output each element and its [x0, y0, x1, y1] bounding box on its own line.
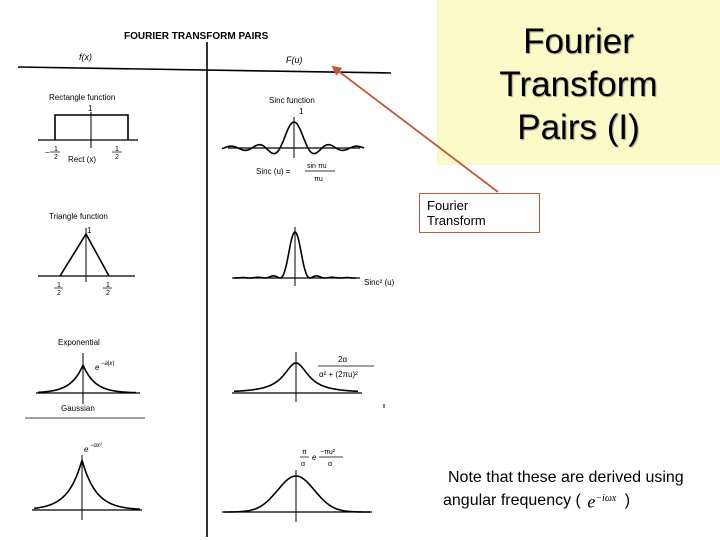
gauss-formula: e [84, 445, 89, 454]
sinc-formula-num: sin πu [307, 163, 327, 170]
tri-right-num: 1 [106, 282, 110, 289]
sinc-formula-den: πu [314, 176, 323, 183]
rect-right-den: 2 [115, 154, 119, 161]
sinc-label: Sinc function [269, 96, 315, 105]
tri-left-den: 2 [57, 290, 61, 297]
exp-ft-den: α² + (2πu)² [319, 370, 358, 379]
rect-left-minus: − [45, 148, 50, 157]
exp-function-curve [38, 365, 136, 393]
header-rule [18, 67, 391, 73]
tri-peak-label: 1 [87, 226, 92, 235]
exp-formula-exp: −a|x| [101, 361, 114, 367]
figure-heading: FOURIER TRANSFORM PAIRS [124, 31, 269, 42]
tri-right-den: 2 [106, 290, 110, 297]
gauss-ft-coef-den: α [301, 461, 306, 468]
exp-ft-num: 2α [338, 355, 348, 364]
gauss-label: Gaussian [61, 404, 95, 413]
rect-left-num: 1 [54, 146, 58, 153]
exp-label: Exponential [58, 338, 100, 347]
rect-right-num: 1 [115, 146, 119, 153]
note-formula [587, 488, 616, 513]
note [443, 467, 720, 513]
gauss-ft-e: e [312, 453, 317, 462]
note-formula-exponent: −iωx [595, 493, 617, 504]
gauss-ft-function-curve [224, 476, 370, 512]
col-left-label: f(x) [79, 52, 92, 62]
rect-peak-label: 1 [88, 104, 93, 113]
exp-formula: e [95, 363, 100, 372]
sinc-peak-label: 1 [299, 107, 304, 116]
sinc-function-curve [222, 122, 364, 154]
note-line-2-prefix: angular frequency ( [443, 492, 581, 510]
col-right-label: F(u) [286, 55, 303, 65]
slide-title: Fourier Transform Pairs (I) [499, 22, 658, 147]
sinc2-label: Sinc² (u) [364, 278, 395, 287]
rect-label: Rectangle function [49, 93, 116, 102]
note-formula-base: e [587, 491, 596, 512]
note-line-2-suffix: ) [624, 492, 631, 510]
rect-formula: Rect (x) [68, 155, 96, 164]
note-line-2 [443, 491, 631, 512]
gauss-function-curve [34, 461, 140, 509]
note-line-1: Note that these are derived using [448, 469, 684, 486]
gauss-ft-exp-num: −πu² [320, 449, 336, 456]
sinc-formula-lhs: Sinc (u) = [256, 167, 291, 176]
gauss-ft-exp-den: α [328, 461, 333, 468]
callout-label: Fourier Transform [427, 198, 486, 228]
tri-label: Triangle function [49, 212, 108, 221]
rect-left-den: 2 [54, 154, 58, 161]
gauss-formula-exp: −αx² [90, 443, 102, 449]
gauss-ft-coef-num: π [302, 449, 307, 456]
tri-left-num: 1 [57, 282, 61, 289]
tri-function-curve [60, 234, 109, 276]
